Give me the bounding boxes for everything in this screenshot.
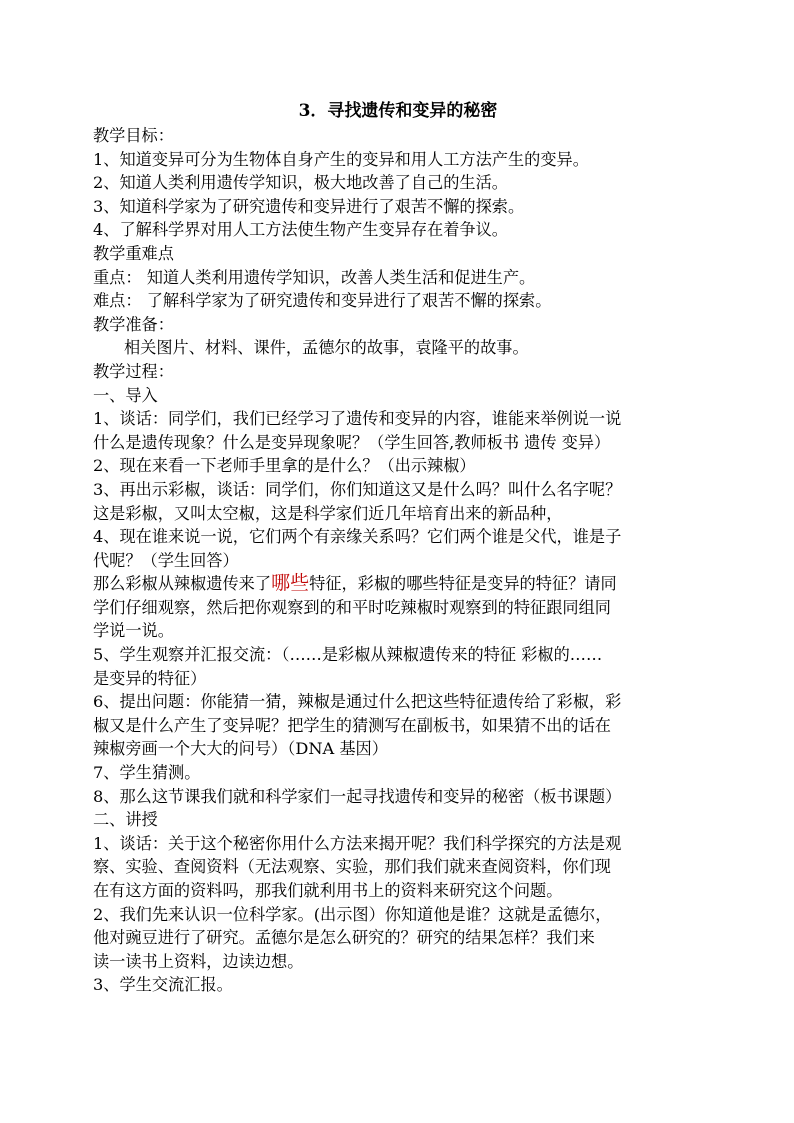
text-line: 3、知道科学家为了研究遗传和变异进行了艰苦不懈的探索。 bbox=[93, 196, 525, 216]
text-line: 7、学生猜测。 bbox=[93, 763, 201, 783]
text-line: 代呢？（学生回答） bbox=[93, 550, 239, 570]
text-line: 什么是遗传现象？什么是变异现象呢？（学生回答,教师板书 遗传 变异） bbox=[93, 432, 611, 452]
text-line: 教学重难点 bbox=[93, 243, 174, 263]
text-line: 教学过程： bbox=[93, 361, 174, 381]
text-line: 是变异的特征） bbox=[93, 668, 207, 688]
text-line: 学说一说。 bbox=[93, 621, 174, 641]
document-title: 3．寻找遗传和变异的秘密 bbox=[298, 101, 498, 121]
text-line: 二、讲授 bbox=[93, 810, 158, 830]
text-line: 8、那么这节课我们就和科学家们一起寻找遗传和变异的秘密（板书课题） bbox=[93, 786, 622, 806]
text-line: 1、谈话：同学们，我们已经学习了遗传和变异的内容，谁能来举例说一说 bbox=[93, 409, 622, 429]
text-line: 2、我们先来认识一位科学家。(出示图）你知道他是谁？这就是孟德尔， bbox=[93, 904, 612, 924]
text-line: 他对豌豆进行了研究。孟德尔是怎么研究的？研究的结果怎样？我们来 bbox=[93, 928, 595, 948]
text-line: 这是彩椒，又叫太空椒，这是科学家们近几年培育出来的新品种， bbox=[93, 503, 563, 523]
text-segment: 那么彩椒从辣椒遗传来了 bbox=[93, 574, 272, 594]
text-line: 教学目标： bbox=[93, 126, 174, 145]
text-line: 学们仔细观察，然后把你观察到的和平时吃辣椒时观察到的特征跟同组同 bbox=[93, 597, 611, 617]
highlighted-text: 哪些 bbox=[271, 572, 310, 595]
text-line: 4、现在谁来说一说，它们两个有亲缘关系吗？它们两个谁是父代，谁是子 bbox=[93, 527, 622, 547]
text-line: 难点： 了解科学家为了研究遗传和变异进行了艰苦不懈的探索。 bbox=[93, 291, 552, 311]
text-line: 椒又是什么产生了变异呢？把学生的猜测写在副板书，如果猜不出的话在 bbox=[93, 715, 611, 735]
text-line: 1、知道变异可分为生物体自身产生的变异和用人工方法产生的变异。 bbox=[93, 149, 589, 169]
text-segment: 特征，彩椒的哪些特征是变异的特征？请同 bbox=[309, 574, 617, 594]
text-line: 读一读书上资料，边读边想。 bbox=[93, 951, 304, 971]
text-line: 一、导入 bbox=[93, 385, 158, 405]
text-line: 2、现在来看一下老师手里拿的是什么？（出示辣椒） bbox=[93, 456, 476, 476]
text-line: 3、再出示彩椒，谈话：同学们，你们知道这又是什么吗？叫什么名字呢？ bbox=[93, 479, 622, 499]
text-line: 教学准备： bbox=[93, 314, 174, 334]
text-line: 5、学生观察并汇报交流：（……是彩椒从辣椒遗传来的特征 彩椒的…… bbox=[93, 645, 603, 665]
text-line-with-highlight bbox=[93, 572, 707, 596]
text-line: 3、学生交流汇报。 bbox=[93, 975, 233, 995]
text-line: 1、谈话：关于这个秘密你用什么方法来揭开呢？我们科学探究的方法是观 bbox=[93, 833, 622, 853]
text-line: 相关图片、材料、课件，孟德尔的故事，袁隆平的故事。 bbox=[124, 338, 529, 358]
text-line: 2、知道人类利用遗传学知识，极大地改善了自己的生活。 bbox=[93, 173, 508, 193]
text-line: 4、了解科学界对用人工方法使生物产生变异存在着争议。 bbox=[93, 220, 508, 240]
text-line: 重点： 知道人类利用遗传学知识，改善人类生活和促进生产。 bbox=[93, 267, 536, 287]
text-line: 在有这方面的资料吗，那我们就利用书上的资料来研究这个问题。 bbox=[93, 881, 563, 900]
text-line: 6、提出问题：你能猜一猜，辣椒是通过什么把这些特征遗传给了彩椒，彩 bbox=[93, 692, 622, 712]
text-line: 辣椒旁画一个大大的问号）（DNA 基因） bbox=[93, 739, 388, 759]
text-line: 察、实验、查阅资料（无法观察、实验，那们我们就来查阅资料，你们现 bbox=[93, 857, 611, 877]
